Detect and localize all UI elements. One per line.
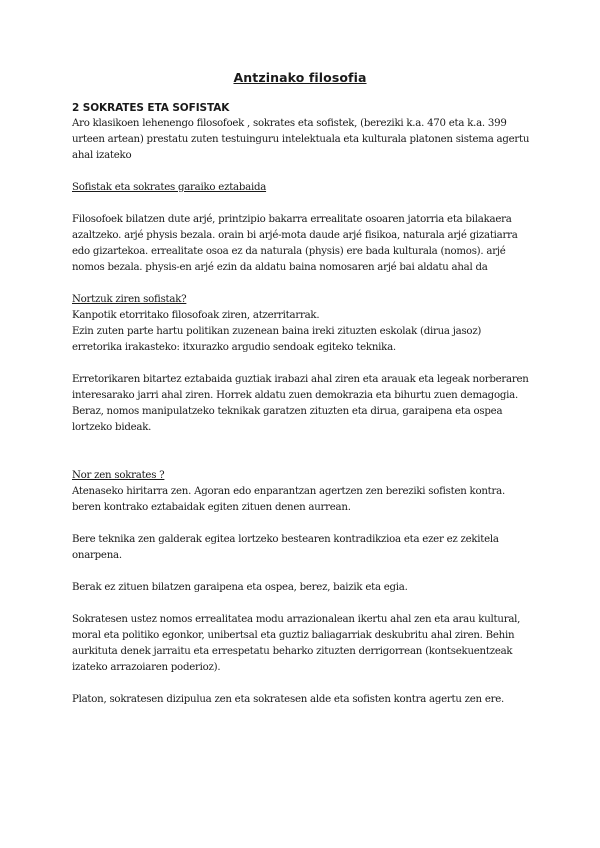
text-line: Aro klasikoen lehenengo filosofoek , sokrates eta sofistek, (bereziki k.a. 470 eta k.a. 399 [72, 118, 507, 129]
text-line: Kanpotik etorritako filosofoak ziren, atzerritarrak. [72, 310, 320, 321]
text-line: Ezin zuten parte hartu politikan zuzenean baina ireki zituzten eskolak (dirua jasoz) [72, 326, 482, 337]
document-body [72, 100, 532, 708]
paragraph-egia [72, 580, 532, 596]
text-line: Berak ez zituen bilatzen garaipena eta ospea, berez, baizik eta egia. [72, 582, 408, 593]
text-line: onarpena. [72, 550, 122, 561]
section-heading: 2 SOKRATES ETA SOFISTAK [72, 102, 230, 114]
intro-paragraph [72, 116, 532, 164]
text-line: Bere teknika zen galderak egitea lortzeko bestearen kontradikzioa eta ezer ez zekitela [72, 534, 499, 545]
text-line: moral eta politiko egonkor, unibertsal eta guztiz baliagarriak deskubritu ahal ziren. Behin [72, 630, 515, 641]
document-title: Antzinako filosofia [233, 70, 367, 85]
text-line: beren kontrako eztabaidak egiten zituen denen aurrean. [72, 502, 351, 513]
text-line: lortzeko bideak. [72, 422, 152, 433]
text-line: nomos bezala. physis-en arjé ezin da aldatu baina nomosaren arjé bai aldatu ahal da [72, 262, 488, 273]
text-line: interesarako jarri ahal ziren. Horrek aldatu zuen demokrazia eta bihurtu zuen demagogia. [72, 390, 518, 401]
text-line: Erretorikaren bitartez eztabaida guztiak irabazi ahal ziren eta arauak eta legeak norberaren [72, 374, 529, 385]
text-line: aurkituta denek jarraitu eta errespetatu beharko zituzten derrigorrean (kontsekuentzeak [72, 646, 513, 657]
paragraph-platon [72, 692, 532, 708]
subheading-debate: Sofistak eta sokrates garaiko eztabaida [72, 182, 267, 193]
text-line: Atenaseko hiritarra zen. Agoran edo enparantzan agertzen zen bereziki sofisten kontra. [72, 486, 505, 497]
text-line: azaltzeko. arjé physis bezala. orain bi arjé-mota daude arjé fisikoa, naturala arjé gizatiarra [72, 230, 518, 241]
text-line: urteen artean) prestatu zuten testuinguru intelektuala eta kulturala platonen sistema agertu [72, 134, 530, 145]
paragraph-arje [72, 212, 532, 276]
paragraph-teknika [72, 532, 532, 564]
paragraph-atenas [72, 484, 532, 516]
text-line: Beraz, nomos manipulatzeko teknikak garatzen zituzten eta dirua, garaipena eta ospea [72, 406, 503, 417]
text-line: Sokratesen ustez nomos errealitatea modu arrazionalean ikertu ahal zen eta arau kultural, [72, 614, 521, 625]
text-line: erretorika irakasteko: itxurazko argudio sendoak egiteko teknika. [72, 342, 396, 353]
text-line: Filosofoek bilatzen dute arjé, printzipio bakarra errealitate osoaren jatorria eta bilakaera [72, 214, 512, 225]
text-line: Platon, sokratesen dizipulua zen eta sokratesen alde eta sofisten kontra agertu zen ere. [72, 694, 505, 705]
paragraph-sofistak [72, 308, 532, 356]
text-line: edo gizartekoa. errealitate osoa ez da naturala (physis) ere bada kulturala (nomos). arjé [72, 246, 506, 257]
text-line: ahal izateko [72, 150, 132, 161]
subheading-sofistak: Nortzuk ziren sofistak? [72, 294, 187, 305]
paragraph-erretorika [72, 372, 532, 436]
text-line: izateko arrazoiaren poderioz). [72, 662, 221, 673]
paragraph-nomos [72, 612, 532, 676]
subheading-sokrates: Nor zen sokrates ? [72, 470, 165, 481]
